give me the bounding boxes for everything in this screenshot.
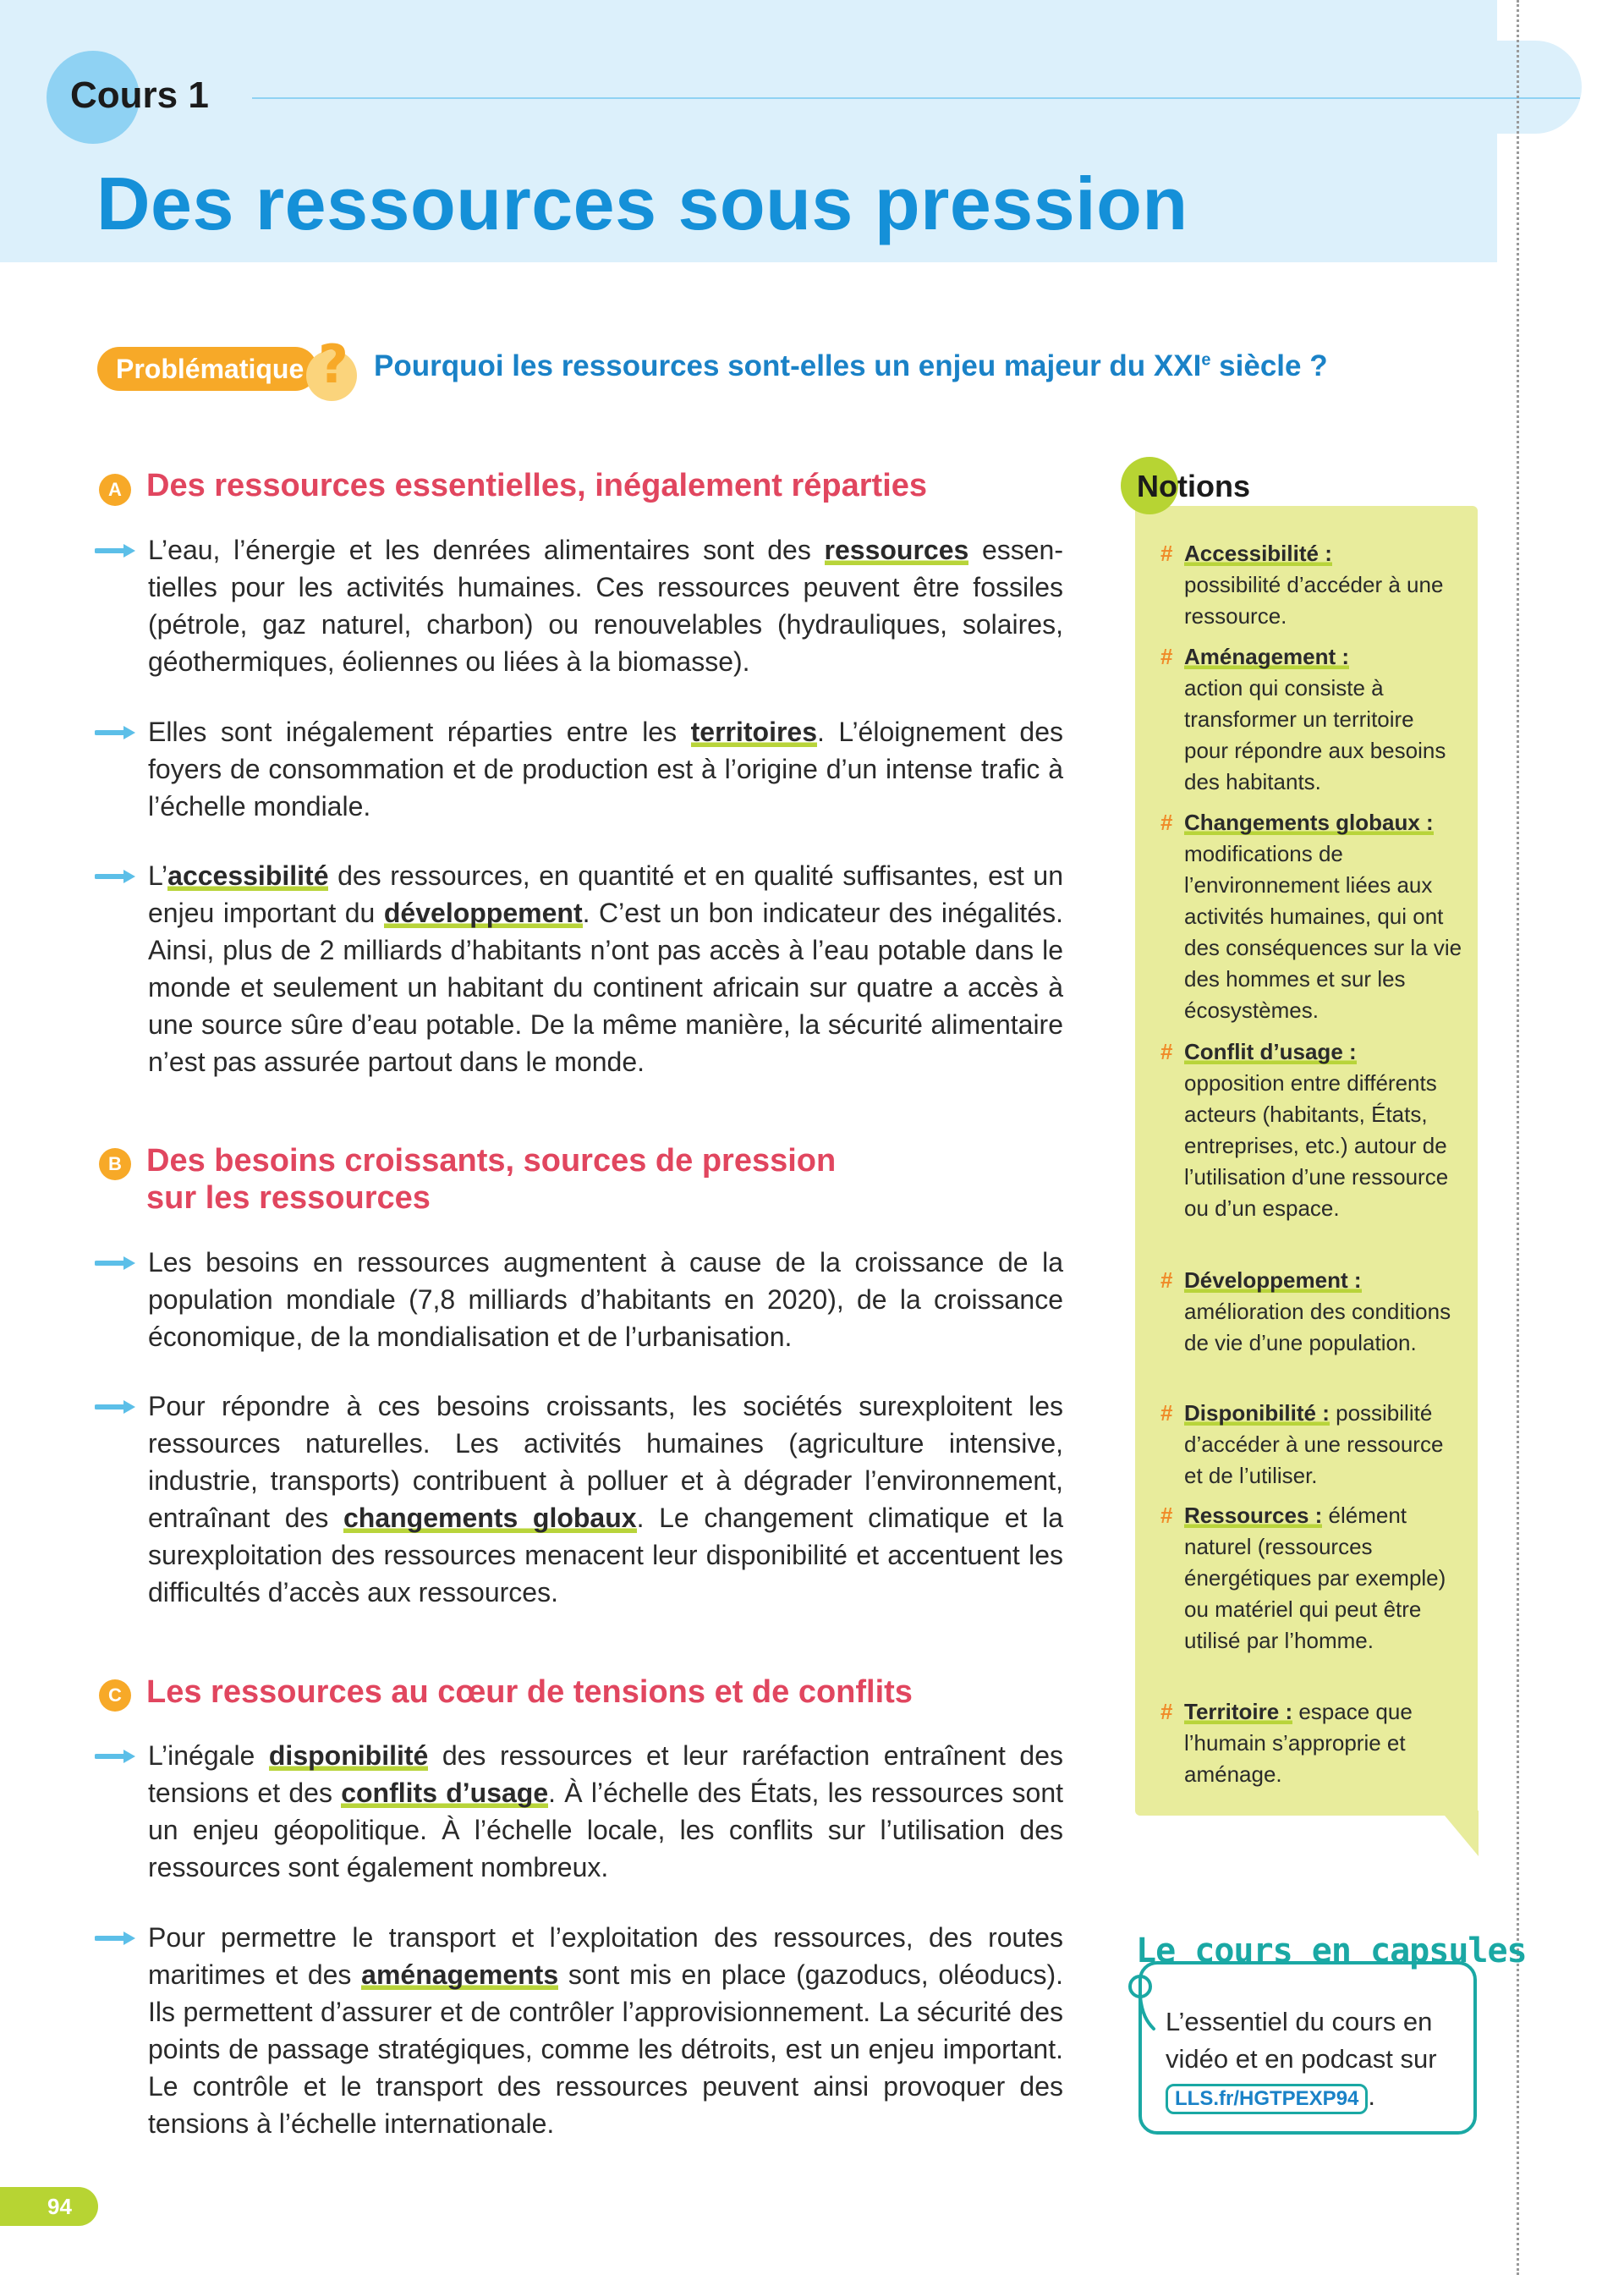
arrow-bullet-icon [95, 541, 140, 560]
arrow-bullet-icon [95, 1398, 140, 1416]
arrow-bullet-icon [95, 1254, 140, 1272]
question-mark-icon [299, 332, 359, 403]
keyword: territoires [690, 717, 818, 747]
header-cloud-lobe [1303, 41, 1582, 134]
notion-term: Accessibilité : [1184, 541, 1332, 566]
notion-item: # Disponibilité : possibilité d’accéder à une ressource et de l’utiliser. [1160, 1400, 1444, 1488]
section-b-badge: B [99, 1148, 131, 1180]
notions-panel-tail [1445, 1811, 1479, 1856]
keyword: disponibilité [268, 1740, 429, 1771]
notion-term: Changements globaux : [1184, 810, 1434, 835]
section-c-badge: C [99, 1679, 131, 1712]
cours-label: Cours 1 [70, 74, 209, 116]
capsules-text: L’essentiel du cours en vidéo et en podcast sur LLS.fr/HGTPEXP94 . [1166, 2003, 1470, 2115]
notion-term: Ressources : [1184, 1503, 1323, 1528]
notion-term: Développement : [1184, 1267, 1362, 1293]
capsules-link[interactable]: LLS.fr/HGTPEXP94 [1166, 2084, 1368, 2114]
keyword: changements globaux [343, 1503, 637, 1533]
keyword: ressources [824, 535, 969, 565]
paragraph: Pour répondre à ces besoins croissants, les sociétés surexploitent les ressources naturelles. Les activités humaines (agriculture intensive, industrie, transports) contribuent à polluer et à dégrader l’environnement, entraînant des changements globaux. Le changement climatique et la surexploitation des ressources menacent leur disponibilité et accentuent les difficultés d’accès aux ressources. [148, 1391, 1064, 1607]
notion-term: Territoire : [1184, 1699, 1293, 1724]
keyword: accessibilité [167, 860, 329, 891]
header-rule [252, 97, 1580, 99]
keyword: conflits d’usage [341, 1778, 549, 1808]
header-cloud-lobe [1320, 127, 1497, 262]
section-a-badge: A [99, 474, 131, 506]
paragraph: Elles sont inégalement réparties entre les territoires. L’éloignement des foyers de consommation et de production est à l’origine d’un intense trafic à l’échelle mondiale. [148, 717, 1064, 822]
paragraph: L’accessibilité des ressources, en quantité et en qualité suffisantes, est un enjeu important du développement. C’est un bon indicateur des inégalités. Ainsi, plus de 2 milliards d’habitants n’ont pas accès à l’eau potable dans le monde et seulement un habitant du continent africain sur quatre a accès à une source sûre d’eau potable. De la même manière, la sécurité alimentaire n’est pas assurée partout dans le monde. [148, 860, 1063, 1077]
arrow-bullet-icon [95, 723, 140, 742]
section-c-title: Les ressources au cœur de tensions et de conflits [146, 1674, 913, 1710]
page-title: Des ressources sous pression [96, 162, 1188, 245]
capsule-hook-icon [1116, 1971, 1157, 2039]
notion-item: # Accessibilité : possibilité d’accéder à une ressource. [1160, 541, 1444, 629]
header-cloud-lobe [1260, 0, 1446, 41]
paragraph: L’inégale disponibilité des ressources et leur raréfaction entraînent des tensions et des conflits d’usage. À l’échelle des États, les ressources sont un enjeu géopolitique. À l’échelle locale, les conflits sur l’utilisation des ressources sont également nombreux. [148, 1740, 1064, 1882]
capsules-title: Le cours en capsules [1136, 1932, 1527, 1970]
notion-item: # Aménagement : action qui consiste à transformer un territoire pour répondre aux besoins des habitants. [1160, 644, 1446, 794]
notion-item: # Ressources : élément naturel (ressources énergétiques par exemple) ou matériel qui peut être utilisé par l’homme. [1160, 1503, 1446, 1653]
paragraph: Pour permettre le transport et l’exploitation des ressources, des routes maritimes et des aménagements sont mis en place (gazoducs, oléoducs). Ils permettent d’assurer et de contrôler l’approvisionnement. La sécurité des points de passage stratégiques, comme les détroits, est un enjeu important. Le contrôle et le transport des ressources peuvent ainsi provoquer des tensions à l’échelle internationale. [148, 1922, 1064, 2139]
problematique-badge: Problématique [97, 347, 317, 391]
paragraph: L’eau, l’énergie et les denrées alimentaires sont des ressources essentielles pour les activités humaines. Ces ressources peuvent être fossiles (pétrole, gaz naturel, charbon) ou renouvelables (hydrauliques, solaires, géothermiques, éoliennes ou liées à la biomasse). [148, 535, 1064, 677]
notion-term: Disponibilité : [1184, 1400, 1330, 1426]
keyword: aménagements [361, 1959, 559, 1990]
notion-term: Aménagement : [1184, 644, 1350, 669]
svg-text:?: ? [318, 333, 348, 395]
keyword: développement [383, 898, 583, 928]
notion-item: # Changements globaux : modifications de l’environnement liées aux activités humaines, qui ont des conséquences sur la vie des hommes et sur les écosystèmes. [1160, 810, 1462, 1023]
paragraph: Les besoins en ressources augmentent à cause de la croissance de la population mondiale (7,8 milliards d’habitants en 2020), de la croissance économique, de la mondialisation et de l’urbanisation. [148, 1247, 1063, 1352]
notion-item: # Conflit d’usage : opposition entre différents acteurs (habitants, États, entreprises, etc.) autour de l’utilisation d’une ressource ou d’un espace. [1160, 1039, 1449, 1221]
arrow-bullet-icon [95, 867, 140, 886]
notion-item: # Développement : amélioration des conditions de vie d’une population. [1160, 1267, 1451, 1355]
section-b-title: Des besoins croissants, sources de pression sur les ressources [146, 1143, 837, 1216]
notion-term: Conflit d’usage : [1184, 1039, 1357, 1064]
page-number: 94 [0, 2187, 98, 2226]
notion-item: # Territoire : espace que l’humain s’approprie et aménage. [1160, 1699, 1413, 1787]
problematique-question: Pourquoi les ressources sont-elles un enjeu majeur du XXIe siècle ? [374, 349, 1328, 382]
arrow-bullet-icon [95, 1929, 140, 1948]
arrow-bullet-icon [95, 1747, 140, 1766]
notions-title: Notions [1137, 469, 1250, 503]
section-a-title: Des ressources essentielles, inégalement réparties [146, 468, 928, 503]
